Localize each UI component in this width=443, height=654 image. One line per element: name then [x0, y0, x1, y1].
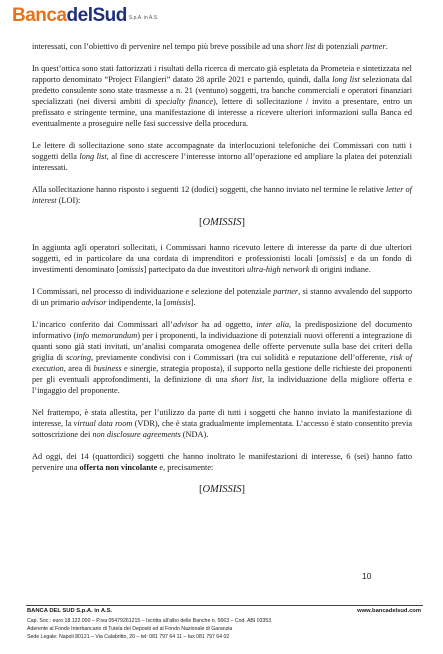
italic-term: non disclosure agreements: [92, 430, 181, 439]
italic-term: long list: [79, 152, 107, 161]
italic-term: inter alia: [256, 320, 289, 329]
italic-term: OMISSIS: [202, 217, 242, 228]
text-run: interessati, con l’obiettivo di pervenire nel tempo più breve possibile ad una: [32, 42, 287, 51]
page-number: 10: [362, 571, 372, 581]
body-paragraph: [32, 140, 412, 173]
text-run: I Commissari, nel processo di individuazione e selezione del potenziale: [32, 287, 274, 296]
body-paragraph: [32, 319, 412, 396]
text-run: [: [198, 484, 203, 495]
italic-term: business: [93, 364, 122, 373]
text-run: ].: [190, 298, 196, 307]
italic-term: OMISSIS: [202, 484, 242, 495]
text-run: di origini indiane.: [309, 265, 371, 274]
text-run: di potenziali: [315, 42, 361, 51]
logo-banca-text: Banca: [12, 5, 67, 26]
text-run: indipendente, la [: [106, 298, 167, 307]
text-run: In quest’ottica sono stati fattorizzati i risultati della ricerca di mercato già espletata da Prometeia e sintetizzata nel rapporto denominato “Project Filangieri” datato 28 aprile 2021 e partendo, quindi, dalla: [32, 64, 412, 84]
italic-term: virtual data room: [73, 419, 133, 428]
text-run: Ad oggi, dei 14 (quattordici) soggetti che hanno inoltrato le manifestazioni di interesse, 6 (sei) hanno fatto pervenire una: [32, 452, 412, 472]
footer-address-info: Sede Legale: Napoli 80121 – Via Calabritto, 20 – tel: 081 797 64 11 – fax 081 797 64 02: [27, 634, 230, 640]
text-run: , previamente condivisi con i Commissari (tra cui solidità e reputazione dell’offerente,: [90, 353, 391, 362]
text-run: .: [385, 42, 388, 51]
text-run: , la individuazione della migliore offerta e l’ingaggio del proponente.: [32, 375, 412, 395]
body-paragraph: [32, 407, 412, 440]
text-run: ), lettere di sollecitazione / invito a presentare, entro un prefissato e stringente termine, una manifestazione di interesse a ricevere ulteriori informazioni sulla Banca ed eventualmente a proseguire nelle fasi successive della procedura.: [32, 97, 413, 128]
footer-divider: [26, 605, 423, 606]
italic-term: specialty finance: [155, 97, 214, 106]
text-run: ha ad oggetto,: [197, 320, 257, 329]
text-run: ) per i proponenti, la individuazione di potenziali nuovi offerenti a integrazione di quanti sono già stati invitati, un’analisi comparata omogenea delle offerte pervenute sulla base dei criteri della griglia di: [32, 331, 412, 362]
italic-term: risk of execution: [32, 353, 413, 373]
italic-term: short list: [231, 375, 263, 384]
text-run: Nel frattempo, è stata allestita, per l’utilizzo da parte di tutti i soggetti che hanno inviato la manifestazione di interesse, la: [32, 408, 412, 428]
italic-term: advisor: [81, 298, 107, 307]
italic-term: scoring: [66, 353, 91, 362]
body-paragraph: [32, 451, 412, 473]
footer-fund-info: Aderente al Fondo Interbancario di Tutela dei Depositi ed al Fondo Nazionale di Garanzia: [27, 626, 233, 632]
omissis-placeholder: [32, 217, 412, 228]
text-run: (VDR), che è stata gradualmente implementata. L’accesso è stato consentito previa sottoscrizione dei: [32, 419, 412, 439]
italic-term: partner: [360, 42, 386, 51]
body-paragraph: [32, 242, 412, 275]
footer-website-link[interactable]: www.bancadelsud.com: [357, 608, 421, 614]
text-run: Alla sollecitazione hanno risposto i seguenti 12 (dodici) soggetti, che hanno inviato nel termine le relative: [32, 185, 386, 194]
italic-term: long list: [332, 75, 360, 84]
text-run: , al fine di accrescere l’interesse intorno all’operazione ed ampliare la platea dei potenziali interessati.: [32, 152, 413, 172]
logo-delsud-text: delSud: [66, 5, 127, 26]
footer-capital-info: Cap. Soc.: euro 18.122.000 – P.iva 05479261215 – Iscritta all’albo delle Banche n. 5663 – Cod. ABI 03353: [27, 618, 272, 624]
text-run: (LOI):: [56, 196, 81, 205]
text-run: , area di: [63, 364, 94, 373]
text-run: ] partecipato da due investitori: [143, 265, 247, 274]
italic-term: advisor: [172, 320, 198, 329]
text-run: ]: [241, 217, 246, 228]
footer-bank-name: BANCA DEL SUD S.p.A. in A.S.: [27, 608, 113, 614]
text-run: L’incarico conferito dai Commissari all’: [32, 320, 173, 329]
text-run: , si stanno avvalendo del supporto di un primario: [32, 287, 412, 307]
document-body: [32, 41, 412, 509]
text-run: Le lettere di sollecitazione sono state accompagnate da interlocuzioni telefoniche dei Commissari con tutti i soggetti della: [32, 141, 412, 161]
bold-term: offerta non vincolante: [79, 463, 158, 472]
text-run: ]: [241, 484, 246, 495]
italic-term: omissis: [319, 254, 344, 263]
body-paragraph: [32, 41, 412, 52]
body-paragraph: [32, 286, 412, 308]
text-run: (NDA).: [180, 430, 209, 439]
text-run: In aggiunta agli operatori sollecitati, i Commissari hanno ricevuto lettere di interesse da parte di due ulteriori soggetti, ed in particolare da una cordata di imprenditori e professionisti locali [: [32, 243, 412, 263]
text-run: selezionata dal predetto consulente sono state trasmesse a n. 21 (ventuno) soggetti, tra banche commerciali e operatori finanziari specializzati (nei diversi ambiti di: [32, 75, 413, 106]
text-run: , la predisposizione del documento informativo (: [32, 320, 413, 340]
text-run: e, precisamente:: [157, 463, 214, 472]
italic-term: omissis: [119, 265, 144, 274]
italic-term: partner: [273, 287, 299, 296]
body-paragraph: [32, 184, 412, 206]
text-run: ] e da un fondo di investimenti denominato [: [32, 254, 412, 274]
italic-term: ultra-high network: [247, 265, 310, 274]
italic-term: short list: [286, 42, 316, 51]
italic-term: info memorandum: [76, 331, 138, 340]
text-run: [: [198, 217, 203, 228]
logo-suffix: S.p.A. in A.S.: [128, 15, 159, 21]
italic-term: letter of interest: [32, 185, 412, 205]
text-run: e sinergie, strategia proposta), il supporto nella gestione delle richieste dei proponenti per gli eventuali approfondimenti, la definizione di una: [32, 364, 413, 384]
italic-term: omissis: [166, 298, 191, 307]
body-paragraph: [32, 63, 412, 129]
bank-logo: [12, 5, 158, 27]
omissis-placeholder: [32, 484, 412, 495]
